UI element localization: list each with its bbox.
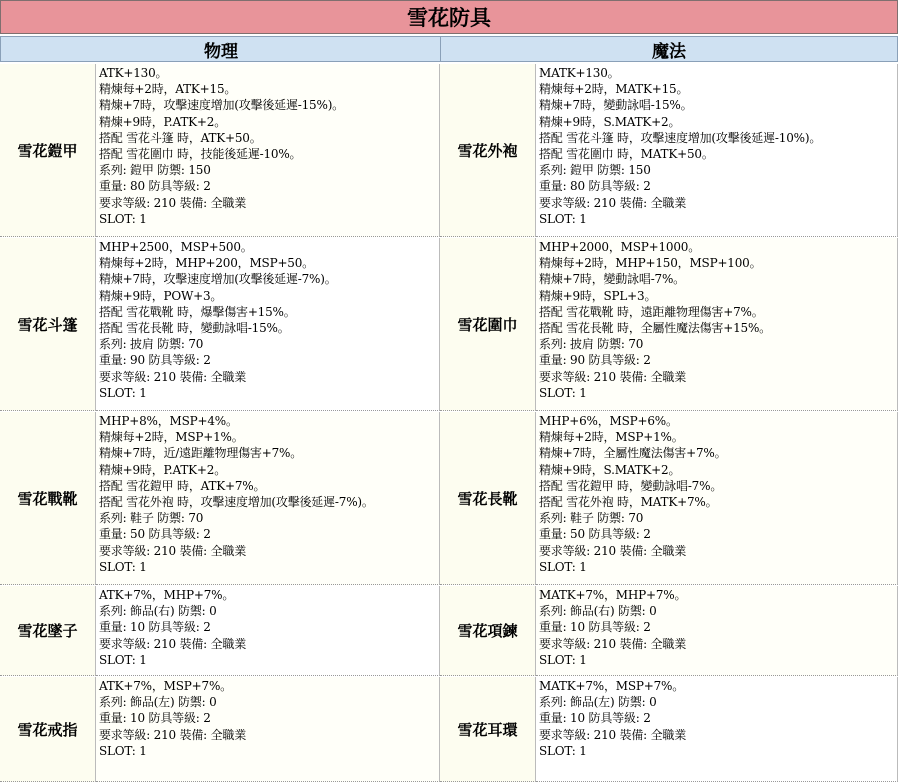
desc-line: 搭配 雪花戰靴 時，爆擊傷害+15%。	[99, 304, 296, 319]
desc-line: 重量: 10 防具等級: 2	[99, 711, 211, 726]
desc-line: ATK+7%，MSP+7%。	[99, 679, 232, 693]
column-header-physical: 物理	[0, 36, 442, 62]
desc-line: MHP+6%，MSP+6%。	[539, 414, 678, 428]
table-row	[0, 238, 900, 411]
item-description	[536, 586, 898, 676]
table-row	[0, 64, 900, 237]
desc-line: 要求等級: 210 裝備: 全職業	[99, 543, 247, 558]
desc-line: 重量: 90 防具等級: 2	[99, 353, 211, 368]
desc-line: MHP+2500，MSP+500。	[99, 240, 253, 254]
item-name: 雪花鎧甲	[0, 64, 96, 237]
desc-line: 搭配 雪花外袍 時，MATK+7%。	[539, 495, 718, 510]
desc-line: 系列: 鎧甲 防禦: 150	[99, 163, 211, 178]
desc-line: 系列: 飾品(左) 防禦: 0	[99, 695, 217, 710]
item-description	[96, 586, 440, 676]
desc-line: 精煉每+2時，MHP+200，MSP+50。	[99, 256, 314, 271]
desc-line: 精煉+9時，S.MATK+2。	[539, 114, 681, 129]
desc-line: 要求等級: 210 裝備: 全職業	[99, 727, 247, 742]
desc-line: 要求等級: 210 裝備: 全職業	[99, 195, 247, 210]
desc-line: SLOT: 1	[99, 652, 147, 667]
desc-line: 精煉+7時，近/遠距離物理傷害+7%。	[99, 446, 303, 461]
desc-line: 系列: 飾品(右) 防禦: 0	[99, 604, 217, 619]
item-description	[96, 238, 440, 411]
desc-line: 重量: 50 防具等級: 2	[99, 527, 211, 542]
item-description	[536, 64, 898, 237]
desc-line: 精煉+7時，攻擊速度增加(攻擊後延遲-15%)。	[99, 98, 344, 113]
desc-line: SLOT: 1	[539, 743, 587, 758]
item-name: 雪花戒指	[0, 677, 96, 782]
desc-line: 系列: 鞋子 防禦: 70	[539, 511, 644, 526]
desc-line: MHP+8%，MSP+4%。	[99, 414, 238, 428]
item-name: 雪花墜子	[0, 586, 96, 676]
desc-line: 搭配 雪花鎧甲 時，變動詠唱-7%。	[539, 478, 723, 493]
desc-line: 精煉+7時，變動詠唱-7%。	[539, 272, 685, 287]
desc-line: 精煉+9時，P.ATK+2。	[99, 114, 227, 129]
desc-line: 精煉+9時，POW+3。	[99, 288, 223, 303]
desc-line: ATK+130。	[99, 66, 168, 80]
desc-line: 重量: 50 防具等級: 2	[539, 527, 651, 542]
desc-line: 精煉每+2時，ATK+15。	[99, 82, 237, 97]
desc-line: MHP+2000，MSP+1000。	[539, 240, 700, 254]
desc-line: 精煉每+2時，MSP+1%。	[539, 430, 684, 445]
desc-line: 系列: 披肩 防禦: 70	[539, 337, 644, 352]
desc-line: 要求等級: 210 裝備: 全職業	[539, 636, 687, 651]
table-row	[0, 586, 900, 676]
desc-line: 系列: 飾品(右) 防禦: 0	[539, 604, 657, 619]
desc-line: 要求等級: 210 裝備: 全職業	[99, 636, 247, 651]
desc-line: 要求等級: 210 裝備: 全職業	[539, 727, 687, 742]
desc-line: 要求等級: 210 裝備: 全職業	[539, 195, 687, 210]
desc-line: 系列: 披肩 防禦: 70	[99, 337, 204, 352]
desc-line: 精煉+9時，P.ATK+2。	[99, 462, 227, 477]
desc-line: MATK+7%，MHP+7%。	[539, 588, 687, 602]
item-name: 雪花項鍊	[440, 586, 536, 676]
desc-line: SLOT: 1	[539, 385, 587, 400]
desc-line: MATK+7%，MSP+7%。	[539, 679, 685, 693]
item-name: 雪花戰靴	[0, 412, 96, 585]
desc-line: 要求等級: 210 裝備: 全職業	[539, 369, 687, 384]
desc-line: SLOT: 1	[99, 559, 147, 574]
desc-line: 系列: 鞋子 防禦: 70	[99, 511, 204, 526]
desc-line: 搭配 雪花長靴 時，變動詠唱-15%。	[99, 321, 290, 336]
desc-line: 精煉每+2時，MATK+15。	[539, 82, 689, 97]
desc-line: 重量: 80 防具等級: 2	[539, 179, 651, 194]
desc-line: 搭配 雪花斗篷 時，攻擊速度增加(攻擊後延遲-10%)。	[539, 130, 822, 145]
desc-line: 精煉+7時，變動詠唱-15%。	[539, 98, 693, 113]
desc-line: 系列: 鎧甲 防禦: 150	[539, 163, 651, 178]
item-description	[96, 412, 440, 585]
table-row	[0, 412, 900, 585]
item-description	[536, 677, 898, 782]
desc-line: 精煉每+2時，MSP+1%。	[99, 430, 244, 445]
item-name: 雪花長靴	[440, 412, 536, 585]
desc-line: 系列: 飾品(左) 防禦: 0	[539, 695, 657, 710]
desc-line: 精煉+9時，S.MATK+2。	[539, 462, 681, 477]
desc-line: SLOT: 1	[99, 211, 147, 226]
item-description	[536, 238, 898, 411]
desc-line: 重量: 90 防具等級: 2	[539, 353, 651, 368]
item-name: 雪花斗篷	[0, 238, 96, 411]
desc-line: 重量: 10 防具等級: 2	[99, 620, 211, 635]
desc-line: 重量: 10 防具等級: 2	[539, 711, 651, 726]
desc-line: SLOT: 1	[99, 743, 147, 758]
desc-line: 搭配 雪花外袍 時，攻擊速度增加(攻擊後延遲-7%)。	[99, 495, 374, 510]
desc-line: 搭配 雪花圍巾 時，MATK+50。	[539, 147, 714, 162]
desc-line: 要求等級: 210 裝備: 全職業	[99, 369, 247, 384]
desc-line: ATK+7%，MHP+7%。	[99, 588, 235, 602]
desc-line: SLOT: 1	[539, 652, 587, 667]
column-header-magic: 魔法	[440, 36, 898, 62]
sheet-title: 雪花防具	[0, 0, 898, 34]
desc-line: 重量: 10 防具等級: 2	[539, 620, 651, 635]
desc-line: SLOT: 1	[539, 559, 587, 574]
desc-line: 要求等級: 210 裝備: 全職業	[539, 543, 687, 558]
desc-line: 精煉+9時，SPL+3。	[539, 288, 657, 303]
item-description	[536, 412, 898, 585]
table-row	[0, 677, 900, 782]
item-name: 雪花外袍	[440, 64, 536, 237]
desc-line: MATK+130。	[539, 66, 620, 80]
desc-line: 精煉+7時，全屬性魔法傷害+7%。	[539, 446, 727, 461]
desc-line: 重量: 80 防具等級: 2	[99, 179, 211, 194]
desc-line: 搭配 雪花斗篷 時，ATK+50。	[99, 130, 262, 145]
desc-line: 精煉每+2時，MHP+150，MSP+100。	[539, 256, 762, 271]
desc-line: 搭配 雪花鎧甲 時，ATK+7%。	[99, 478, 266, 493]
item-name: 雪花圍巾	[440, 238, 536, 411]
desc-line: 精煉+7時，攻擊速度增加(攻擊後延遲-7%)。	[99, 272, 337, 287]
desc-line: SLOT: 1	[99, 385, 147, 400]
desc-line: 搭配 雪花長靴 時，全屬性魔法傷害+15%。	[539, 321, 771, 336]
item-description	[96, 64, 440, 237]
desc-line: 搭配 雪花戰靴 時，遠距離物理傷害+7%。	[539, 304, 764, 319]
item-name: 雪花耳環	[440, 677, 536, 782]
desc-line: SLOT: 1	[539, 211, 587, 226]
desc-line: 搭配 雪花圍巾 時，技能後延遲-10%。	[99, 147, 302, 162]
item-description	[96, 677, 440, 782]
